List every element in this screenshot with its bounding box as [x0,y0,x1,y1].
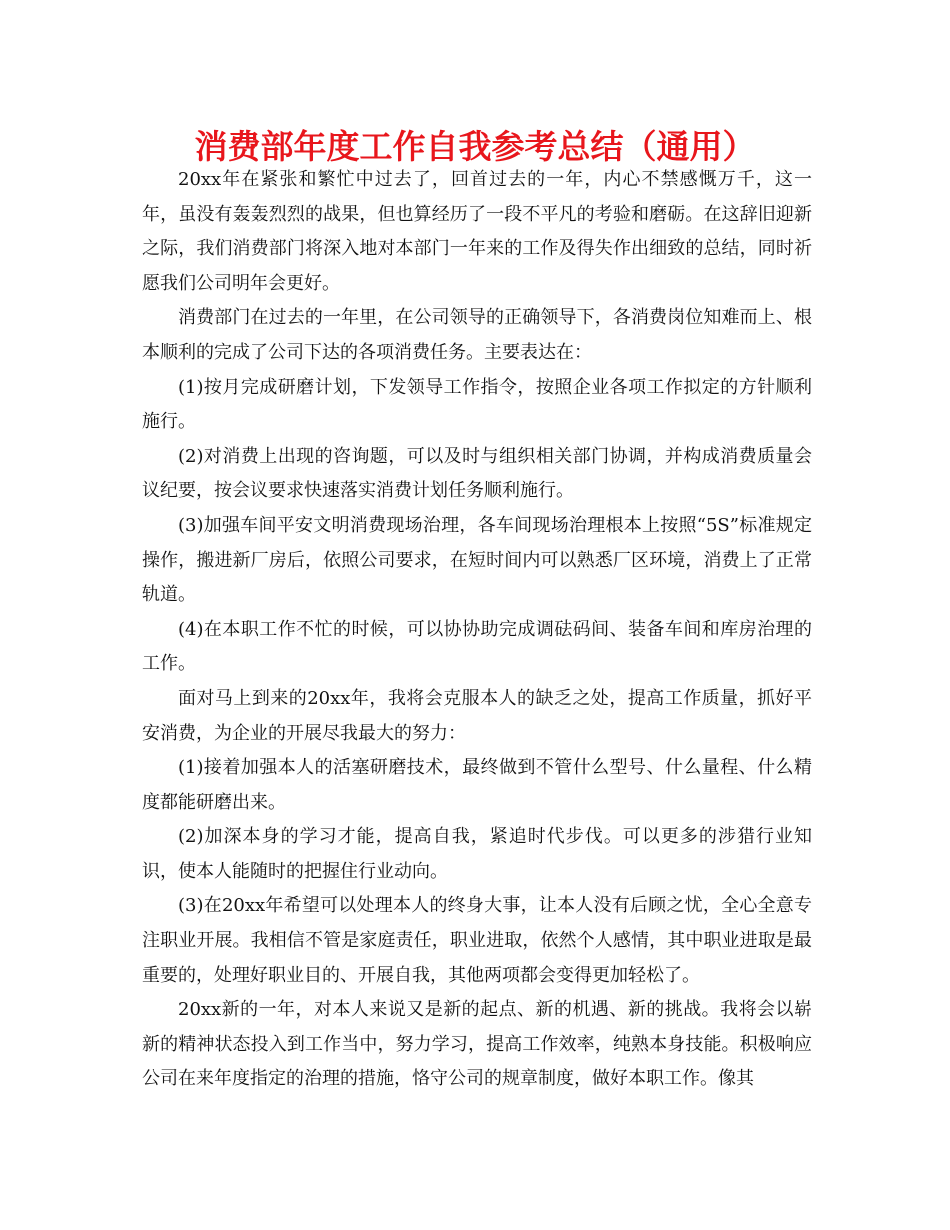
list-item-achievement-2: (2)对消费上出现的咨询题，可以及时与组织相关部门协调，并构成消费质量会议纪要，按会议要求快速落实消费计划任务顺利施行。 [142,445,812,502]
list-item-achievement-1: (1)按月完成研磨计划，下发领导工作指令，按照企业各项工作拟定的方针顺利施行。 [142,376,812,433]
document-title: 消费部年度工作自我参考总结（通用） [194,127,756,166]
list-item-achievement-3: (3)加强车间平安文明消费现场治理，各车间现场治理根本上按照“5S”标准规定操作，搬进新厂房后，依照公司要求，在短时间内可以熟悉厂区环境，消费上了正常轨道。 [142,514,812,606]
paragraph-next-year: 面对马上到来的20xx年，我将会克服本人的缺乏之处，提高工作质量，抓好平安消费，为企业的开展尽我最大的努力： [142,687,812,744]
paragraph-achievements: 消费部门在过去的一年里，在公司领导的正确领导下，各消费岗位知难而上、根本顺利的完成了公司下达的各项消费任务。主要表达在： [142,307,812,363]
document-body [142,163,812,1097]
list-item-plan-2: (2)加深本身的学习才能，提高自我，紧追时代步伐。可以更多的涉猎行业知识，使本人能随时的把握住行业动向。 [142,826,812,882]
paragraph-closing: 20xx新的一年，对本人来说又是新的起点、新的机遇、新的挑战。我将会以崭新的精神状态投入到工作当中，努力学习，提高工作效率，纯熟本身技能。积极响应公司在来年度指定的治理的措施，恪守公司的规章制度，做好本职工作。像其 [142,999,812,1090]
paragraph-intro: 20xx年在紧张和繁忙中过去了，回首过去的一年，内心不禁感慨万千，这一年，虽没有轰轰烈烈的战果，但也算经历了一段不平凡的考验和磨砺。在这辞旧迎新之际，我们消费部门将深入地对本部门一年来的工作及得失作出细致的总结，同时祈愿我们公司明年会更好。 [142,169,812,294]
list-item-achievement-4: (4)在本职工作不忙的时候，可以协协助完成调砝码间、装备车间和库房治理的工作。 [142,618,812,675]
list-item-plan-3: (3)在20xx年希望可以处理本人的终身大事，让本人没有后顾之忧，全心全意专注职业开展。我相信不管是家庭责任，职业进取，依然个人感情，其中职业进取是最重要的，处理好职业目的、开展自我，其他两项都会变得更加轻松了。 [142,895,812,986]
list-item-plan-1: (1)接着加强本人的活塞研磨技术，最终做到不管什么型号、什么量程、什么精度都能研磨出来。 [142,757,812,813]
